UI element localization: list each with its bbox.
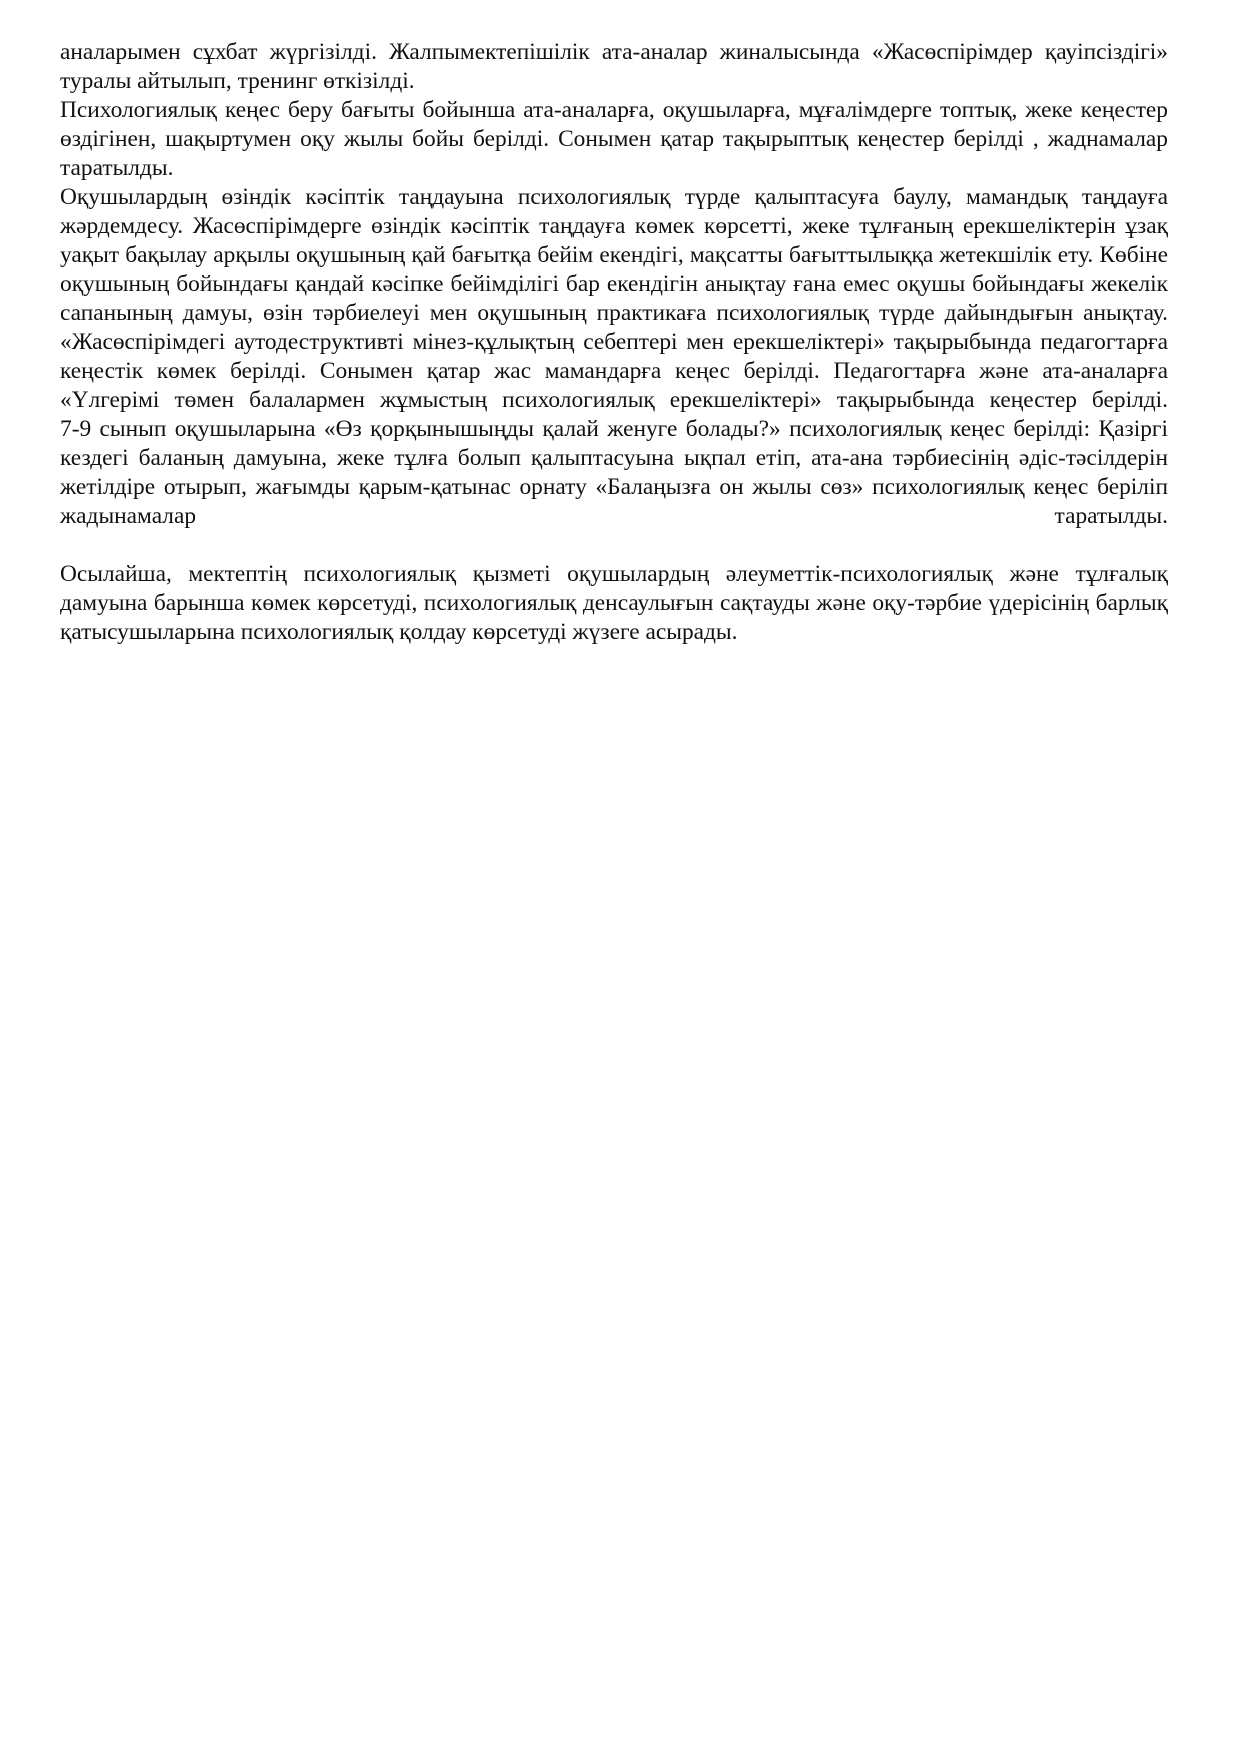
paragraph-parent-conversations: аналарымен сұхбат жүргізілді. Жалпымектепішілік ата-аналар жиналысында «Жасөспірімдер қауіпсіздігі» туралы айтылып, тренинг өткізілді. [60, 39, 1168, 94]
paragraph-conclusion: Осылайша, мектептің психологиялық қызметі оқушылардың әлеуметтік-психологиялық және тұлғалық дамуына барынша көмек көрсетуді, психологиялық денсаулығын сақтауды және оқу-тәрбие үдерісінің барлық қатысушыларына психологиялық қолдау көрсетуді жүзеге асырады. [60, 561, 1168, 645]
paragraph-career-guidance: Оқушылардың өзіндік кәсіптік таңдауына психологиялық түрде қалыптасуға баулу, мамандық таңдауға жәрдемдесу. Жасөспірімдерге өзіндік кәсіптік таңдауға көмек көрсетті, жеке тұлғаның ерекшеліктерін ұзақ уақыт бақылау арқылы оқушының қай бағытқа бейім екендігі, мақсатты бағыттылыққа жетекшілік ету. Көбіне оқушының бойындағы қандай кәсіпке бейімділігі бар екендігін анықтау ғана емес оқушы бойындағы жекелік сапанының дамуы, өзін тәрбиелеуі мен оқушының практикаға психологиялық түрде дайындығын анықтау. «Жасөспірімдегі аутодеструктивті мінез-құлықтың себептері мен ерекшеліктері» тақырыбында педагогтарға кеңестік көмек берілді. Сонымен қатар жас мамандарға кеңес берілді. Педагогтарға және ата-аналарға «Үлгерімі төмен балалармен жұмыстың психологиялық ерекшеліктері» тақырыбында кеңестер берілді. [60, 184, 1168, 413]
blank-line [60, 531, 1168, 560]
paragraph-psychological-counseling: Психологиялық кеңес беру бағыты бойынша ата-аналарға, оқушыларға, мұғалімдерге топтық, жеке кеңестер өздігінен, шақыртумен оқу жылы бойы берілді. Сонымен қатар тақырыптық кеңестер берілді , жаднамалар таратылды. [60, 97, 1168, 181]
document-page [60, 38, 1168, 647]
paragraph-grade-7-9-counseling: 7-9 сынып оқушыларына «Өз қорқынышыңды қалай женуге болады?» психологиялық кеңес берілді: Қазіргі кездегі баланың дамуына, жеке тұлға болып қалыптасуына ықпал етіп, ата-ана тәрбиесінің әдіс-тәсілдерін жетілдіре отырып, жағымды қарым-қатынас орнату «Балаңызға он жылы сөз» психологиялық кеңес беріліп жадынамалар таратылды. [60, 416, 1168, 529]
